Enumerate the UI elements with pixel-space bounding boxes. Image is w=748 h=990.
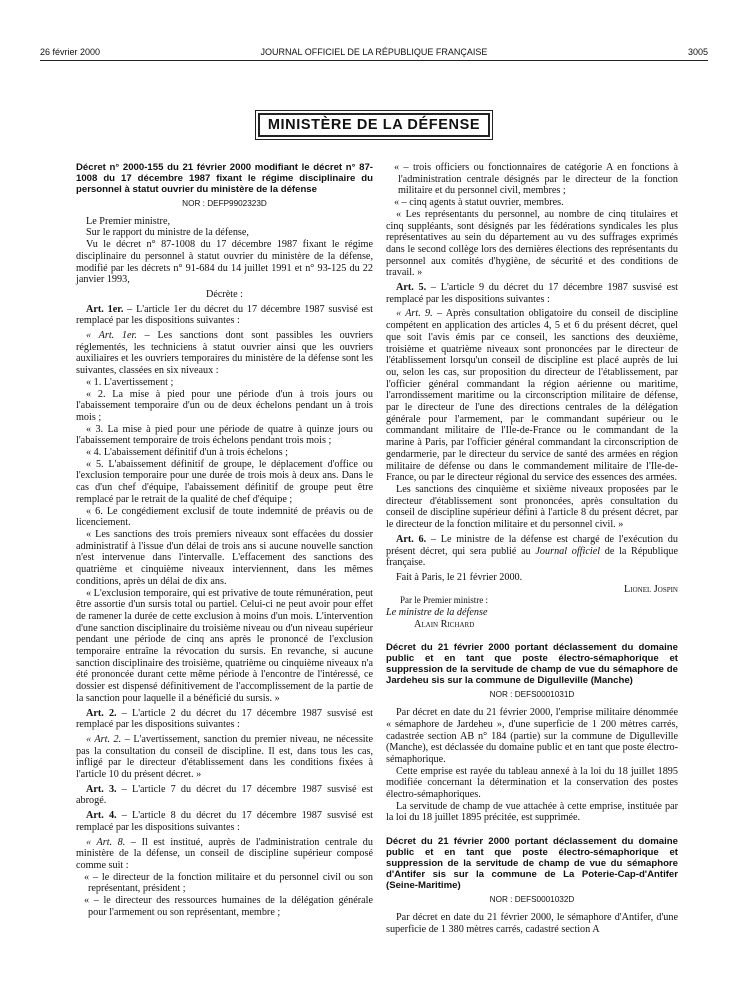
list-item: « – le directeur des ressources humaines de la délégation générale pour l'armement ou son représentant, membre ;	[84, 895, 373, 918]
paragraph: Cette emprise est rayée du tableau annexé à la loi du 18 juillet 1895 modifiée concernant la détermination et la conservation des postes électro-sémaphoriques.	[386, 765, 678, 801]
decrete-heading: Décrète :	[205, 288, 244, 300]
paragraph: La servitude de champ de vue attachée à cette emprise, instituée par la loi du 18 juillet 1895 précitée, est supprimée.	[386, 800, 678, 824]
list-item: « – cinq agents à statut ouvrier, membres.	[394, 197, 564, 209]
article-2-text: « Art. 2. – L'avertissement, sanction du premier niveau, ne nécessite pas la consultation du conseil de discipline. Il est, dans tous les cas, infligé par le directeur d'établissement dans les conditions fixées à l'article 10 du présent décret. »	[76, 733, 373, 781]
page-header	[40, 47, 708, 61]
nor-code: NOR : DEFS0001032D	[489, 895, 575, 905]
signature-prime-minister: Lionel Jospin	[624, 583, 678, 595]
by-prime-minister: Par le Premier ministre :	[400, 595, 488, 606]
list-item: « 2. La mise à pied pour une période d'un à trois jours ou l'abaissement temporaire d'un ou de deux échelons pendant un à trois mois ;	[76, 388, 373, 423]
list-item: « 4. L'abaissement définitif d'un à trois échelons ;	[86, 447, 288, 459]
minister-title: Le ministre de la défense	[386, 607, 488, 619]
paragraph: Vu le décret n° 87-1008 du 17 décembre 1987 fixant le régime disciplinaire du personnel à statut ouvrier du ministère de la défense, modifié par les décrets n° 91-684 du 14 juillet 1991 et n° 93-125 du 22 janvier 1993,	[76, 239, 373, 286]
list-item: « 6. Le congédiement exclusif de toute indemnité de préavis ou de licenciement.	[76, 505, 373, 529]
paragraph: Par décret en date du 21 février 2000, le sémaphore d'Antifer, d'une superficie de 1 380 mètres carrés, cadastré section A	[386, 911, 678, 935]
decree-title: Décret n° 2000-155 du 21 février 2000 modifiant le décret n° 87-1008 du 17 décembre 1987 fixant le régime disciplinaire du personnel à statut ouvrier du ministère de la défense	[76, 162, 373, 195]
ministry-box	[255, 110, 493, 140]
paragraph: Le Premier ministre,	[86, 215, 171, 227]
paragraph: Les sanctions des cinquième et sixième niveaux proposées par le directeur d'établissement sont prononcées, après consultation du conseil de discipline supérieur défini à l'article 8 du présent décret, par le directeur de la fonction militaire et du personnel civil. »	[386, 483, 678, 531]
list-item: « 5. L'abaissement définitif de groupe, le déplacement d'office ou l'exclusion temporaire pour une durée de trois mois à deux ans. Dans le cas d'un chef d'équipe, l'abaissement définitif de groupe peut être remplacé par le retrait de la qualité de chef d'équipe ;	[76, 458, 373, 505]
decree-title: Décret du 21 février 2000 portant déclassement du domaine public et en tant que poste électro-sémaphorique et suppression de la servitude de champ de vue du sémaphore d'Antifer sis sur la commune de La Poterie-Cap-d'Antifer (Seine-Maritime)	[386, 836, 678, 892]
nor-code: NOR : DEFP9902323D	[182, 199, 267, 208]
paragraph: « Les représentants du personnel, au nombre de cinq titulaires et cinq suppléants, sont désignés par les fédérations syndicales les plus représentatives au sein du département au vu des suffrages exprimés dans le second collège lors des dernières élections des représentants du personnel aux comités d'hygiène, de sécurité et des conditions de travail. »	[386, 208, 678, 279]
article-1-text: « Art. 1er. – Les sanctions dont sont passibles les ouvriers réglementés, les techniciens à statut ouvrier ainsi que les ouvriers auxiliaires et les ouvriers temporaires du ministère de la défense sont les suivantes, classées en six niveaux :	[76, 330, 373, 377]
header-date: 26 février 2000	[40, 47, 101, 57]
header-rule	[40, 60, 708, 61]
header-page-number: 3005	[687, 47, 708, 57]
header-journal: JOURNAL OFFICIEL DE LA RÉPUBLIQUE FRANÇAISE	[260, 47, 488, 57]
paragraph: Sur le rapport du ministre de la défense,	[86, 227, 249, 239]
article-3: Art. 3. – L'article 7 du décret du 17 décembre 1987 susvisé est abrogé.	[76, 783, 373, 807]
article-9-text: « Art. 9. – Après consultation obligatoire du conseil de discipline compétent en application des articles 4, 5 et 6 du présent décret, quel que soit l'avis émis par ce conseil, les sanctions des deuxième, troisième et quatrième niveaux sont prononcées par le directeur de l'établissement lorsqu'un conseil de discipline est placé auprès de lui ou, selon les cas, sur proposition du directeur de l'établissement, par l'officier général commandant la région aérienne ou maritime, l'arrondissement maritime ou la circonscription militaire de défense, par le directeur de l'une des directions centrales de la délégation générale pour l'armement, par le commandant supérieur ou le commandant militaire de l'Ile-de-France ou le commandant de la marine à Paris, par l'officier général commandant la circonscription de gendarmerie, par le directeur du service de santé des armées en région militaire de défense ou dans le commandement militaire de l'Ile-de-France, ou par le directeur régional du service des essences des armées.	[386, 308, 678, 484]
paragraph: « Les sanctions des trois premiers niveaux sont effacées du dossier administratif à l'issue d'un délai de trois ans si aucune nouvelle sanction n'est intervenue dans l'intervalle. L'effacement des sanctions des quatrième et cinquième niveaux interviennent, dans les mêmes conditions, après un délai de dix ans.	[76, 528, 373, 587]
right-column	[386, 162, 678, 935]
nor-code: NOR : DEFS0001031D	[489, 690, 575, 700]
left-column	[76, 162, 373, 918]
decree-title: Décret du 21 février 2000 portant déclassement du domaine public et en tant que poste électro-sémaphorique et suppression de la servitude de champ de vue du sémaphore de Jardeheu sis sur la commune de Digulleville (Manche)	[386, 642, 678, 687]
paragraph: « L'exclusion temporaire, qui est privative de toute rémunération, peut être assortie d'un sursis total ou partiel. Celui-ci ne peut avoir pour effet de ramener la durée de cette exclusion à moins d'un mois. L'intervention d'une sanction disciplinaire du troisième niveau ou d'un niveau supérieur pendant une période de cinq ans après le prononcé de l'exclusion temporaire entraîne la révocation du sursis. En revanche, si aucune sanction disciplinaire des troisième, quatrième ou cinquième niveaux n'a été prononcée durant cette même période à l'encontre de l'intéressé, ce dossier est dispensé définitivement de l'accomplissement de la partie de la sanction pour laquelle il a bénéficié du sursis. »	[76, 587, 373, 704]
article-5: Art. 5. – L'article 9 du décret du 17 décembre 1987 susvisé est remplacé par les dispositions suivantes :	[386, 282, 678, 305]
article-2: Art. 2. – L'article 2 du décret du 17 décembre 1987 susvisé est remplacé par les dispositions suivantes :	[76, 707, 373, 731]
signature-minister: Alain Richard	[414, 618, 475, 630]
paragraph: Par décret en date du 21 février 2000, l'emprise militaire dénommée « sémaphore de Jardeheu », d'une superficie de 1 200 mètres carrés, cadastrée section AB n° 184 (partie) sur la commune de Digulleville (Manche), est déclassée du domaine public et en tant que poste électro-sémaphorique.	[386, 707, 678, 765]
article-6: Art. 6. – Le ministre de la défense est chargé de l'exécution du présent décret, qui sera publié au Journal officiel de la République française.	[386, 533, 678, 569]
list-item: « – le directeur de la fonction militaire et du personnel civil ou son représentant, président ;	[84, 871, 373, 895]
article-4: Art. 4. – L'article 8 du décret du 17 décembre 1987 susvisé est remplacé par les dispositions suivantes :	[76, 810, 373, 833]
place-date: Fait à Paris, le 21 février 2000.	[396, 571, 523, 583]
list-item: « 1. L'avertissement ;	[86, 376, 174, 388]
ministry-title: MINISTÈRE DE LA DÉFENSE	[258, 113, 490, 137]
list-item: « – trois officiers ou fonctionnaires de catégorie A en fonctions à l'administration centrale désignés par le directeur de la fonction militaire et du personnel civil, membres ;	[394, 162, 678, 197]
list-item: « 3. La mise à pied pour une période de quatre à quinze jours ou l'abaissement temporaire de trois échelons pendant trois mois ;	[76, 423, 373, 447]
article-1: Art. 1er. – L'article 1er du décret du 17 décembre 1987 susvisé est remplacé par les dispositions suivantes :	[76, 303, 373, 327]
article-8-text: « Art. 8. – Il est institué, auprès de l'administration centrale du ministère de la défense, un conseil de discipline supérieur composé comme suit :	[76, 836, 373, 871]
